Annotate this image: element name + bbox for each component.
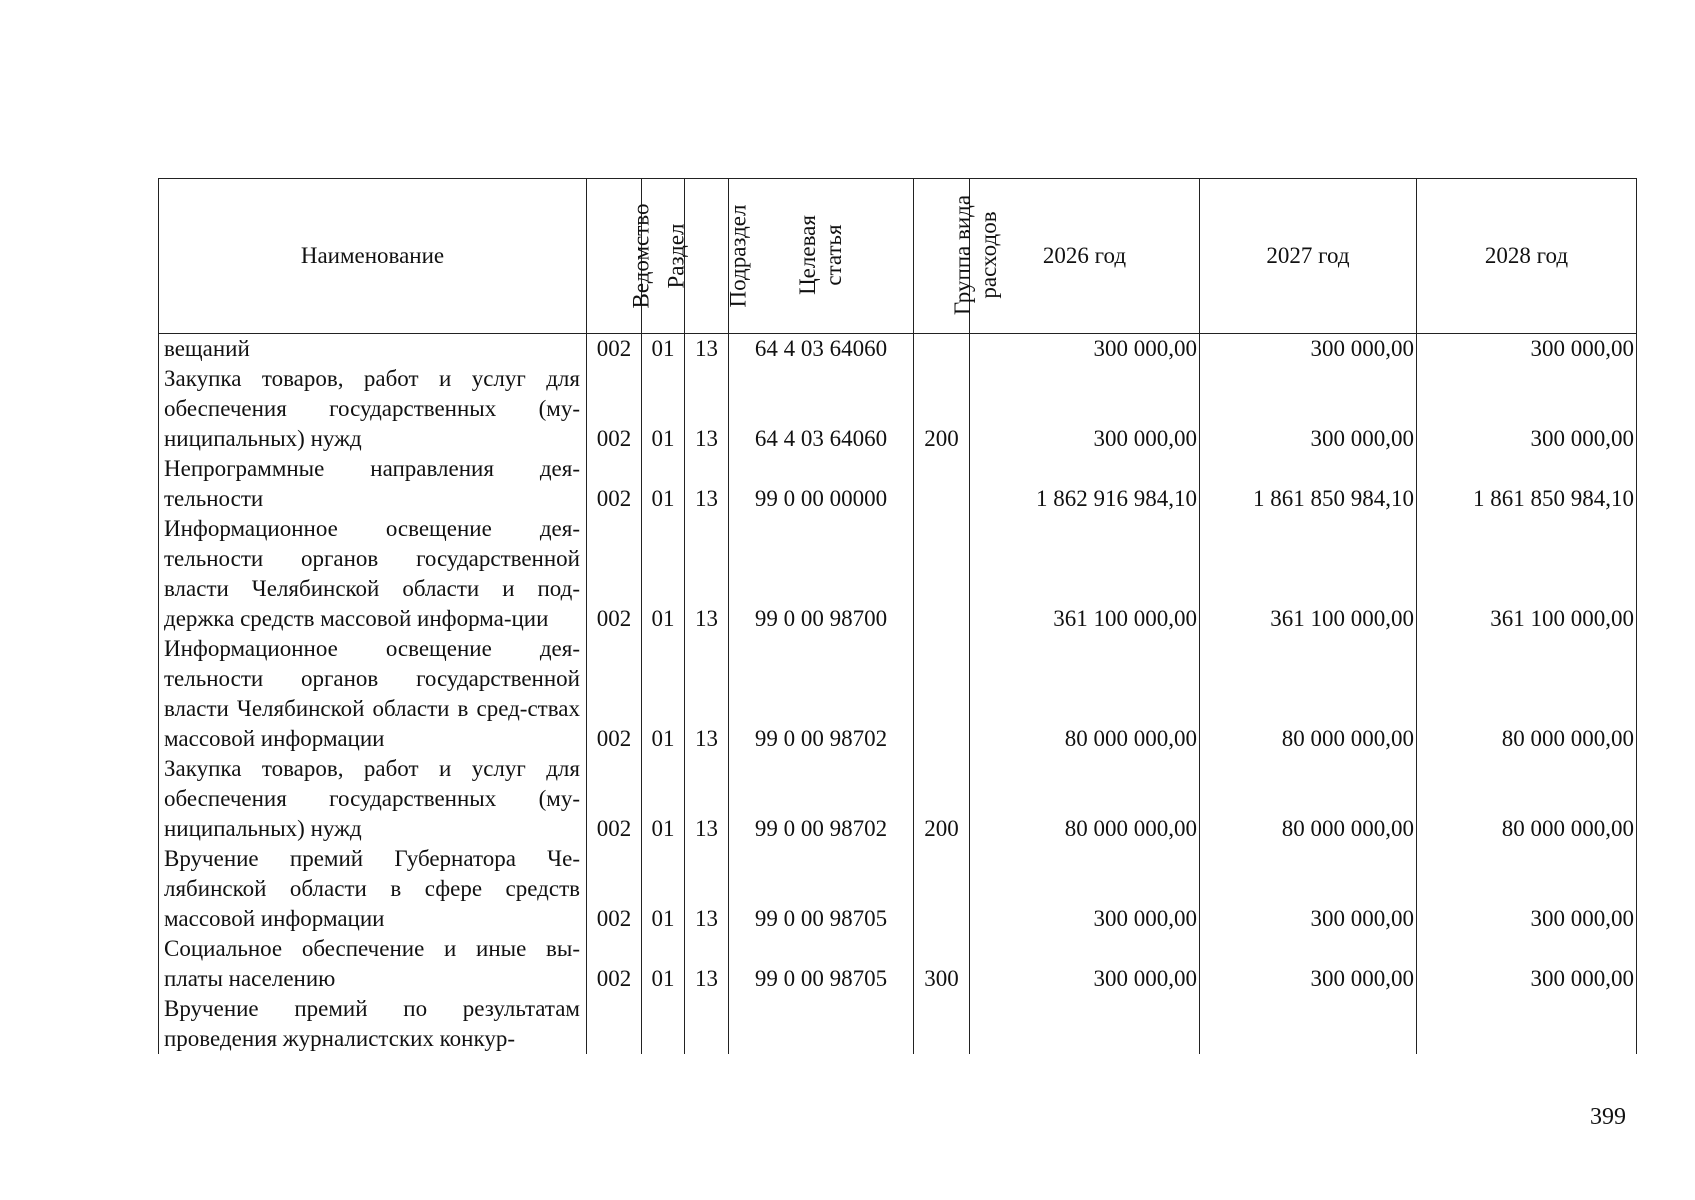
cell-expense-group: 200 <box>914 364 970 454</box>
cell-section: 01 <box>642 334 685 365</box>
cell-expense-group <box>914 994 970 1054</box>
cell-2027: 1 861 850 984,10 <box>1200 454 1417 514</box>
cell-dept: 002 <box>587 844 642 934</box>
cell-2026: 80 000 000,00 <box>970 634 1200 754</box>
cell-name: Вручение премий по результатам проведения журналистских конкур- <box>159 994 587 1054</box>
budget-table <box>158 178 1637 1054</box>
cell-section: 01 <box>642 634 685 754</box>
cell-name: Закупка товаров, работ и услуг для обеспечения государственных (му-ниципальных) нужд <box>159 754 587 844</box>
cell-subsection: 13 <box>685 844 729 934</box>
cell-2028: 80 000 000,00 <box>1417 634 1637 754</box>
cell-2027: 80 000 000,00 <box>1200 634 1417 754</box>
header-expense-group <box>914 179 1002 334</box>
table-row <box>159 454 1637 514</box>
cell-section <box>642 994 685 1054</box>
cell-expense-group <box>914 454 970 514</box>
cell-name: вещаний <box>159 334 587 365</box>
header-group-label: Группа вида расходов <box>950 194 1002 316</box>
header-target-label: Целевая статья <box>794 215 846 295</box>
cell-subsection: 13 <box>685 364 729 454</box>
header-row <box>159 179 1637 334</box>
header-2028: 2028 год <box>1417 179 1637 334</box>
cell-expense-group <box>914 514 970 634</box>
cell-target: 64 4 03 64060 <box>729 334 914 365</box>
cell-expense-group <box>914 634 970 754</box>
table-row <box>159 994 1637 1054</box>
page-number: 399 <box>1590 1104 1626 1130</box>
cell-dept: 002 <box>587 754 642 844</box>
cell-subsection <box>685 994 729 1054</box>
header-name: Наименование <box>159 179 587 334</box>
cell-2028: 300 000,00 <box>1417 334 1637 365</box>
header-2026: 2026 год <box>970 179 1200 334</box>
cell-subsection: 13 <box>685 634 729 754</box>
cell-2026: 300 000,00 <box>970 844 1200 934</box>
cell-2027 <box>1200 994 1417 1054</box>
header-subsection: Подраздел <box>685 179 729 334</box>
cell-expense-group: 200 <box>914 754 970 844</box>
cell-2027: 300 000,00 <box>1200 364 1417 454</box>
cell-dept: 002 <box>587 514 642 634</box>
cell-2026: 1 862 916 984,10 <box>970 454 1200 514</box>
cell-target: 64 4 03 64060 <box>729 364 914 454</box>
cell-dept: 002 <box>587 454 642 514</box>
cell-target: 99 0 00 98702 <box>729 634 914 754</box>
cell-subsection: 13 <box>685 934 729 994</box>
header-section: Раздел <box>642 179 685 334</box>
cell-2027: 300 000,00 <box>1200 844 1417 934</box>
cell-target: 99 0 00 98705 <box>729 934 914 994</box>
table-row <box>159 754 1637 844</box>
header-dept: Ведомство <box>587 179 642 334</box>
cell-target: 99 0 00 98705 <box>729 844 914 934</box>
cell-2028: 1 861 850 984,10 <box>1417 454 1637 514</box>
cell-name: Вручение премий Губернатора Че-лябинской области в сфере средств массовой информации <box>159 844 587 934</box>
table-row <box>159 934 1637 994</box>
cell-name: Непрограммные направления дея-тельности <box>159 454 587 514</box>
cell-2028: 361 100 000,00 <box>1417 514 1637 634</box>
cell-expense-group: 300 <box>914 934 970 994</box>
cell-2027: 300 000,00 <box>1200 934 1417 994</box>
cell-expense-group <box>914 844 970 934</box>
cell-2027: 361 100 000,00 <box>1200 514 1417 634</box>
table-row <box>159 634 1637 754</box>
cell-section: 01 <box>642 934 685 994</box>
cell-2026: 80 000 000,00 <box>970 754 1200 844</box>
cell-section: 01 <box>642 754 685 844</box>
header-2027: 2027 год <box>1200 179 1417 334</box>
cell-subsection: 13 <box>685 334 729 365</box>
table-row <box>159 364 1637 454</box>
cell-2026 <box>970 994 1200 1054</box>
table-row <box>159 514 1637 634</box>
header-target <box>729 179 914 334</box>
cell-2028: 80 000 000,00 <box>1417 754 1637 844</box>
budget-table-container <box>158 178 1636 1090</box>
cell-2028: 300 000,00 <box>1417 934 1637 994</box>
cell-dept: 002 <box>587 634 642 754</box>
cell-2028: 300 000,00 <box>1417 844 1637 934</box>
cell-name: Закупка товаров, работ и услуг для обеспечения государственных (му-ниципальных) нужд <box>159 364 587 454</box>
cell-2027: 80 000 000,00 <box>1200 754 1417 844</box>
table-row <box>159 844 1637 934</box>
cell-section: 01 <box>642 454 685 514</box>
table-body <box>159 334 1637 1055</box>
cell-subsection: 13 <box>685 754 729 844</box>
cell-name: Информационное освещение дея-тельности органов государственной власти Челябинской области в сред-ствах массовой информации <box>159 634 587 754</box>
cell-dept: 002 <box>587 364 642 454</box>
cell-target <box>729 994 914 1054</box>
cell-dept: 002 <box>587 334 642 365</box>
cell-dept: 002 <box>587 934 642 994</box>
cell-name: Социальное обеспечение и иные вы-платы населению <box>159 934 587 994</box>
cell-2026: 300 000,00 <box>970 364 1200 454</box>
cell-section: 01 <box>642 364 685 454</box>
cell-2028: 300 000,00 <box>1417 364 1637 454</box>
cell-subsection: 13 <box>685 514 729 634</box>
cell-target: 99 0 00 98702 <box>729 754 914 844</box>
cell-2027: 300 000,00 <box>1200 334 1417 365</box>
cell-2026: 300 000,00 <box>970 334 1200 365</box>
cell-dept <box>587 994 642 1054</box>
cell-section: 01 <box>642 844 685 934</box>
cell-2026: 361 100 000,00 <box>970 514 1200 634</box>
cell-target: 99 0 00 98700 <box>729 514 914 634</box>
cell-target: 99 0 00 00000 <box>729 454 914 514</box>
cell-subsection: 13 <box>685 454 729 514</box>
cell-section: 01 <box>642 514 685 634</box>
table-row <box>159 334 1637 365</box>
cell-2026: 300 000,00 <box>970 934 1200 994</box>
cell-expense-group <box>914 334 970 365</box>
cell-2028 <box>1417 994 1637 1054</box>
cell-name: Информационное освещение дея-тельности органов государственной власти Челябинской области и под-держка средств массовой информа-ции <box>159 514 587 634</box>
